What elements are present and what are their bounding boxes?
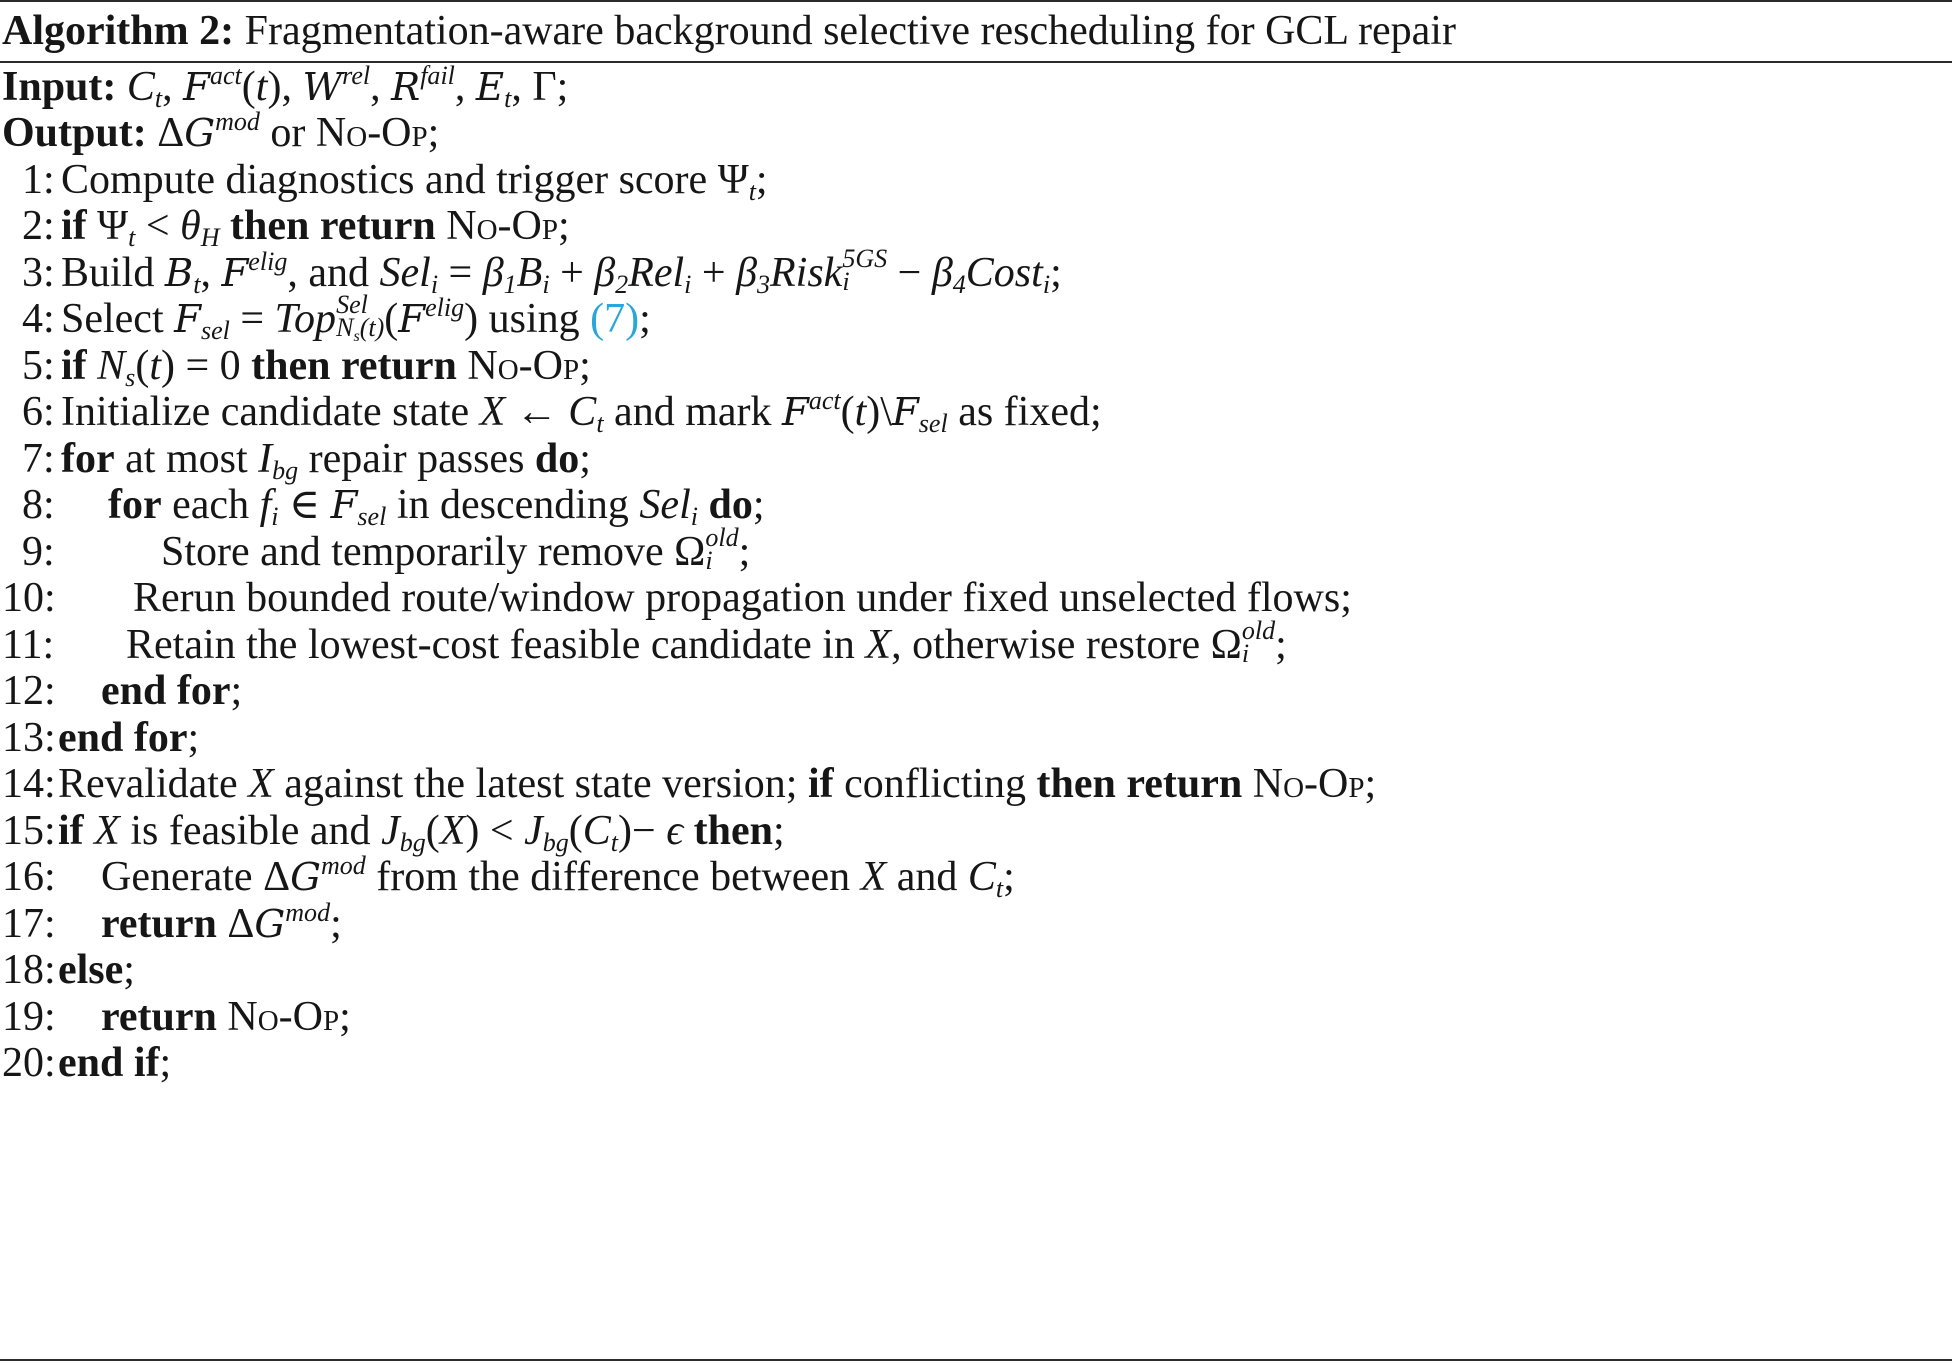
algorithm-title: Fragmentation-aware background selective rescheduling for GCL repair (244, 8, 1456, 54)
line-number: 15: (2, 808, 56, 854)
line-number: 20: (2, 1040, 56, 1086)
input-label: Input: (2, 64, 117, 110)
top-rule (0, 0, 1952, 2)
line-number: 3: (22, 250, 55, 296)
equation-reference[interactable]: (7) (590, 296, 640, 342)
line-number: 4: (22, 296, 55, 342)
line-number: 6: (22, 389, 55, 435)
line-number: 10: (2, 575, 56, 621)
line-number: 12: (2, 668, 56, 714)
line-number: 9: (22, 529, 55, 575)
algorithm-box: Algorithm 2: Fragmentation-aware background selective rescheduling for GCL repair Input: $C_t$, $F^{act}(t)$, $W^{rel}$, $R^{fail}$, $E_t$, Γ; Output: $\Delta G^{mod}$ or No-Op; 1: Compute diagnostics and trigger score $\Psi_t$; 2: if $\Psi_t < \theta_H$ then return No-Op; 3: Build $B_t$, $F^{elig}$, and $Sel_i = \beta_1B_i + \beta_2Rel_i$ + $\beta_3Risk$ 5GS i − $\beta_4Cost_i$; 4: Select $F_{sel}$ = Top Sel $N_s(t)$ $(F^{elig})$ using (7); 5: if $N_s(t) = 0$ then return No-Op; 6: Initialize candidate state X ← $C_t$ and mark $F^{act}(t)\backslash F_{sel}$ as fixed; 7: for at most $I_{bg}$ repair passes do; 8: for each $f_i$ ∈ $F_{sel}$ in descending Sel$_i$ do; 9: Store and temporarily remove Ω old i ; 10: Rerun bounded route/window propagation under fixed unselected flows; 11: Retain the lowest-cost feasible candidate in X, otherwise restore Ω old i ; 12: end for; 13: end for; 14: Revalidate X against the latest state version; if conflicting then return No-Op; 15: if X is feasible and $J_{bg}(X) < J_{bg}(C_t)- \epsilon$ then; 16: Generate $\Delta G^{mod}$ from the difference between X and $C_t$; 17: return $\Delta G^{mod}$; 18: else; 19: return No-Op; 20: end if; (0, 0, 1952, 1366)
line-number: 16: (2, 854, 56, 900)
line-number: 8: (22, 482, 55, 528)
algorithm-label: Algorithm 2: (2, 8, 235, 54)
output-label: Output: (2, 110, 147, 156)
line-number: 1: (22, 157, 55, 203)
line-number: 19: (2, 994, 56, 1040)
line-number: 18: (2, 947, 56, 993)
line-number: 11: (2, 622, 55, 668)
line-number: 7: (22, 436, 55, 482)
line-number: 5: (22, 343, 55, 389)
algorithm-heading (2, 8, 1456, 54)
bottom-rule (0, 1359, 1952, 1361)
line-number: 2: (22, 203, 55, 249)
line-number: 13: (2, 715, 56, 761)
line-number: 14: (2, 761, 56, 807)
line-number: 17: (2, 901, 56, 947)
